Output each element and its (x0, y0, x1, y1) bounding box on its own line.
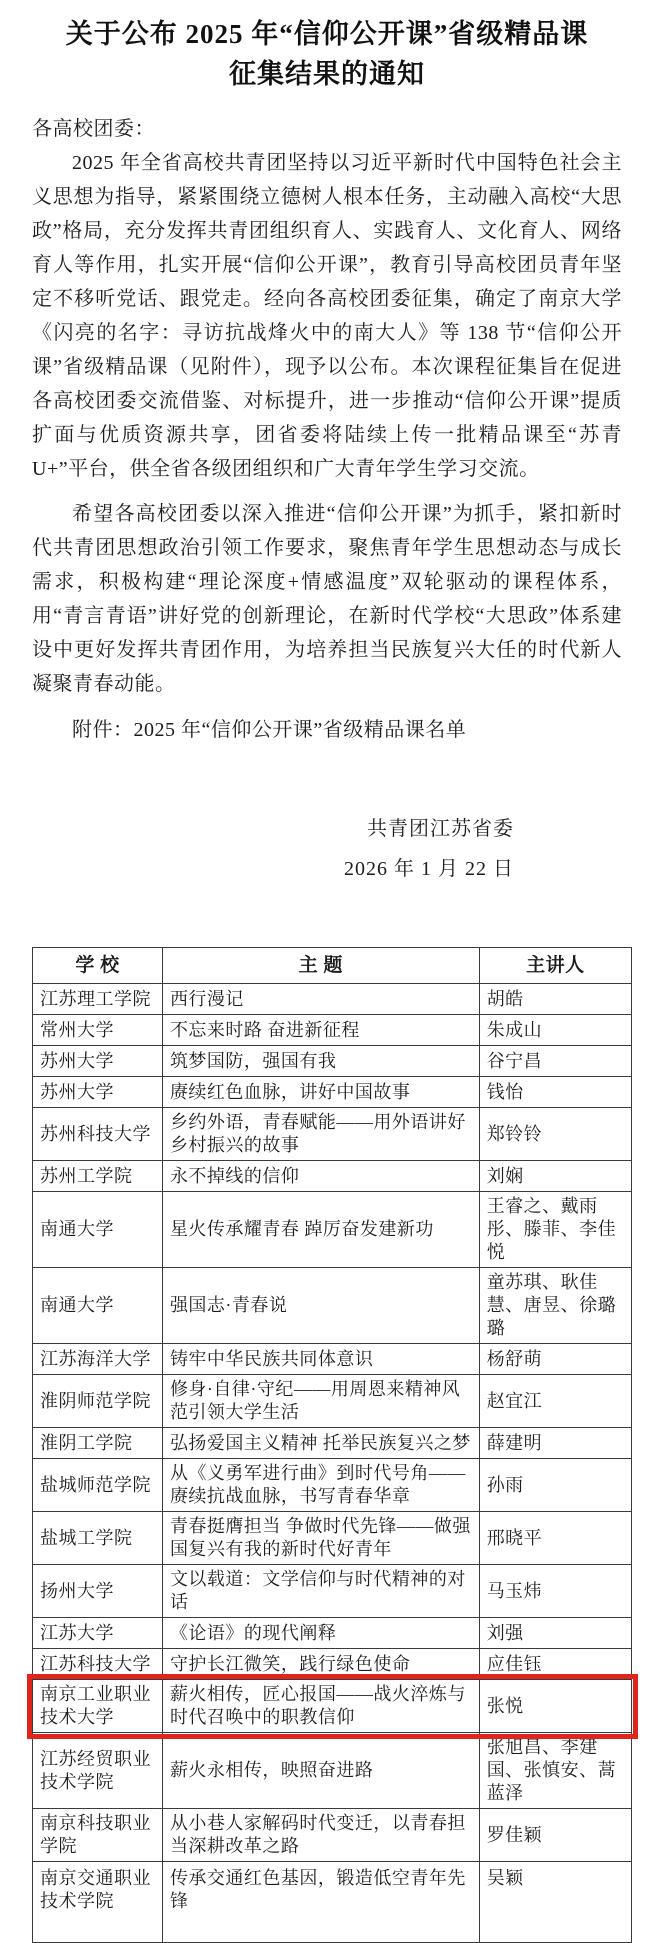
cell-lecturer: 王睿之、戴雨彤、滕菲、李佳悦 (479, 1192, 631, 1268)
cell-school: 江苏大学 (33, 1618, 163, 1649)
course-table (32, 947, 632, 1943)
title-line-1: 关于公布 2025 年“信仰公开课”省级精品课 (65, 19, 589, 49)
cell-topic: 弘扬爱国主义精神 托举民族复兴之梦 (162, 1428, 479, 1459)
table-row-highlighted (33, 1680, 632, 1733)
cell-topic: 永不掉线的信仰 (162, 1161, 479, 1192)
signature-block (32, 809, 622, 889)
cell-topic: 西行漫记 (162, 984, 479, 1015)
cell-lecturer: 马玉炜 (479, 1565, 631, 1618)
salutation: 各高校团委： (32, 118, 155, 140)
cell-topic: 文以载道：文学信仰与时代精神的对话 (162, 1565, 479, 1618)
cell-school: 南京交通职业技术学院 (33, 1862, 163, 1943)
table-row (33, 1077, 632, 1108)
table-row (33, 1649, 632, 1680)
cell-topic: 赓续红色血脉，讲好中国故事 (162, 1077, 479, 1108)
cell-school: 南京工业职业技术大学 (33, 1680, 163, 1733)
course-table-body (33, 984, 632, 1943)
cell-lecturer: 郑铃铃 (479, 1108, 631, 1161)
cell-school: 南京科技职业学院 (33, 1809, 163, 1862)
table-row (33, 1108, 632, 1161)
cell-lecturer: 刘强 (479, 1618, 631, 1649)
cell-lecturer: 孙雨 (479, 1459, 631, 1512)
cell-lecturer: 张悦 (479, 1680, 631, 1733)
cell-school: 苏州科技大学 (33, 1108, 163, 1161)
table-row (33, 1733, 632, 1809)
cell-school: 淮阴工学院 (33, 1428, 163, 1459)
header-topic: 主 题 (162, 948, 479, 984)
document-title (32, 14, 622, 94)
course-table-header (33, 948, 632, 984)
cell-lecturer: 赵宜江 (479, 1375, 631, 1428)
cell-school: 南通大学 (33, 1268, 163, 1344)
cell-school: 淮阴师范学院 (33, 1375, 163, 1428)
table-row (33, 1565, 632, 1618)
cell-topic: 强国志·青春说 (162, 1268, 479, 1344)
table-row (33, 984, 632, 1015)
cell-school: 扬州大学 (33, 1565, 163, 1618)
cell-school: 苏州大学 (33, 1077, 163, 1108)
cell-school: 江苏经贸职业技术学院 (33, 1733, 163, 1809)
cell-lecturer: 薛建明 (479, 1428, 631, 1459)
cell-topic: 守护长江微笑，践行绿色使命 (162, 1649, 479, 1680)
cell-lecturer: 童苏琪、耿佳慧、唐昱、徐璐璐 (479, 1268, 631, 1344)
table-row (33, 1192, 632, 1268)
cell-school: 苏州工学院 (33, 1161, 163, 1192)
table-row (33, 1428, 632, 1459)
cell-topic: 薪火相传，匠心报国——战火淬炼与时代召唤中的职教信仰 (162, 1680, 479, 1733)
cell-topic: 从《义勇军进行曲》到时代号角——赓续抗战血脉，书写青春华章 (162, 1459, 479, 1512)
table-row (33, 1375, 632, 1428)
signature-date: 2026 年 1 月 22 日 (344, 858, 514, 880)
table-row (33, 1809, 632, 1862)
cell-topic: 《论语》的现代阐释 (162, 1618, 479, 1649)
cell-lecturer: 杨舒萌 (479, 1344, 631, 1375)
body-paragraph-1: 2025 年全省高校共青团坚持以习近平新时代中国特色社会主义思想为指导，紧紧围绕立德树人根本任务，主动融入高校“大思政”格局，充分发挥共青团组织育人、实践育人、文化育人、网络育人等作用，扎实开展“信仰公开课”，教育引导高校团员青年坚定不移听党话、跟党走。经向各高校团委征集，确定了南京大学《闪亮的名字：寻访抗战烽火中的南大人》等 138 节“信仰公开课”省级精品课（见附件），现予以公布。本次课程征集旨在促进各高校团委交流借鉴、对标提升，进一步推动“信仰公开课”提质扩面与优质资源共享，团省委将陆续上传一批精品课至“苏青 U+”平台，供全省各级团组织和广大青年学生学习交流。 (32, 152, 622, 480)
cell-lecturer: 胡皓 (479, 984, 631, 1015)
cell-lecturer: 谷宁昌 (479, 1046, 631, 1077)
table-row (33, 1862, 632, 1943)
table-row (33, 1046, 632, 1077)
cell-lecturer: 刘娴 (479, 1161, 631, 1192)
table-row (33, 1161, 632, 1192)
cell-topic: 传承交通红色基因，锻造低空青年先锋 (162, 1862, 479, 1943)
header-row (33, 948, 632, 984)
cell-school: 盐城工学院 (33, 1512, 163, 1565)
cell-lecturer: 吴颖 (479, 1862, 631, 1943)
cell-lecturer: 罗佳颖 (479, 1809, 631, 1862)
cell-topic: 星火传承耀青春 踔厉奋发建新功 (162, 1192, 479, 1268)
cell-topic: 铸牢中华民族共同体意识 (162, 1344, 479, 1375)
attachment-line: 附件：2025 年“信仰公开课”省级精品课名单 (72, 719, 467, 741)
signer-name: 共青团江苏省委 (367, 818, 514, 840)
cell-topic: 筑梦国防，强国有我 (162, 1046, 479, 1077)
cell-school: 苏州大学 (33, 1046, 163, 1077)
cell-topic: 从小巷人家解码时代变迁，以青春担当深耕改革之路 (162, 1809, 479, 1862)
cell-school: 江苏海洋大学 (33, 1344, 163, 1375)
header-school: 学 校 (33, 948, 163, 984)
cell-lecturer: 朱成山 (479, 1015, 631, 1046)
cell-topic: 修身·自律·守纪——用周恩来精神风范引领大学生活 (162, 1375, 479, 1428)
cell-topic: 薪火永相传，映照奋进路 (162, 1733, 479, 1809)
cell-lecturer: 钱怡 (479, 1077, 631, 1108)
cell-school: 盐城师范学院 (33, 1459, 163, 1512)
cell-lecturer: 张旭昌、李建国、张慎安、蒿蓝泽 (479, 1733, 631, 1809)
table-row (33, 1268, 632, 1344)
body-paragraph-2: 希望各高校团委以深入推进“信仰公开课”为抓手，紧扣新时代共青团思想政治引领工作要求，聚焦青年学生思想动态与成长需求，积极构建“理论深度+情感温度”双轮驱动的课程体系，用“青言青语”讲好党的创新理论，在新时代学校“大思政”体系建设中更好发挥共青团作用，为培养担当民族复兴大任的时代新人凝聚青春动能。 (32, 503, 622, 695)
table-row (33, 1459, 632, 1512)
cell-lecturer: 应佳钰 (479, 1649, 631, 1680)
table-row (33, 1344, 632, 1375)
table-row (33, 1512, 632, 1565)
cell-school: 江苏理工学院 (33, 984, 163, 1015)
cell-school: 南通大学 (33, 1192, 163, 1268)
title-line-2: 征集结果的通知 (229, 59, 425, 89)
table-row (33, 1618, 632, 1649)
cell-topic: 乡约外语，青春赋能——用外语讲好乡村振兴的故事 (162, 1108, 479, 1161)
cell-topic: 不忘来时路 奋进新征程 (162, 1015, 479, 1046)
cell-school: 江苏科技大学 (33, 1649, 163, 1680)
header-lecturer: 主讲人 (479, 948, 631, 984)
cell-lecturer: 邢晓平 (479, 1512, 631, 1565)
cell-topic: 青春挺膺担当 争做时代先锋——做强国复兴有我的新时代好青年 (162, 1512, 479, 1565)
table-row (33, 1015, 632, 1046)
cell-school: 常州大学 (33, 1015, 163, 1046)
